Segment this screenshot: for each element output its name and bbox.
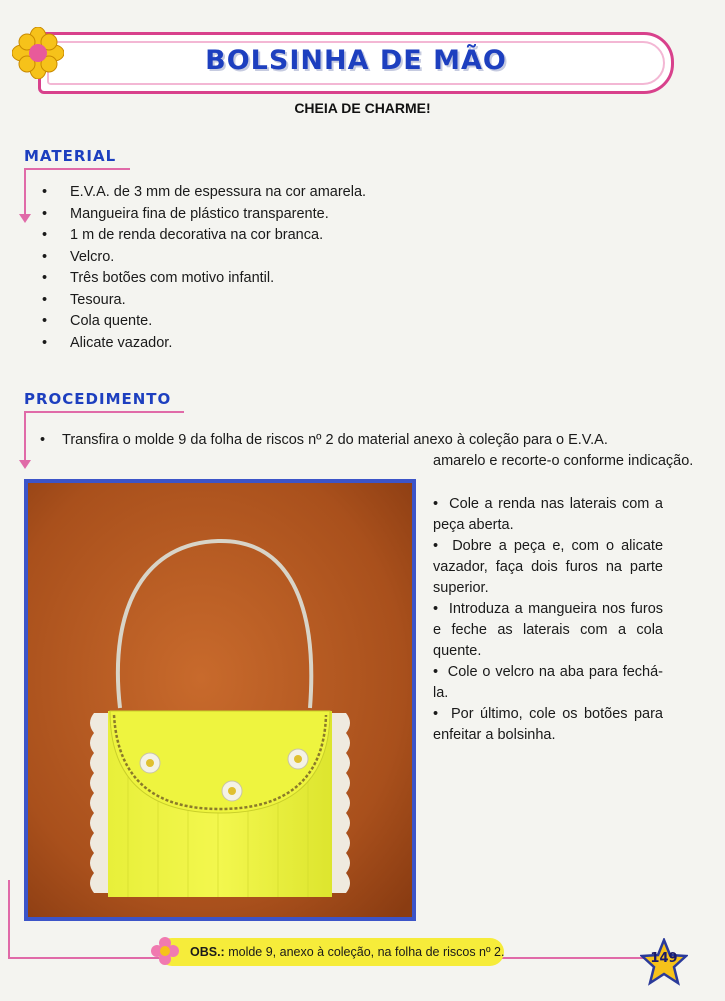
material-list [36, 182, 366, 354]
first-step-line2: amarelo e recorte-o conforme indicação. [433, 453, 694, 469]
title-banner [38, 32, 674, 94]
obs-label: OBS.: [190, 945, 225, 959]
list-item: • 1 m de renda decorativa na cor branca. [36, 225, 366, 247]
procedure-step: • Dobre a peça e, com o alicate vazador, faça dois furos na parte superior. [433, 538, 664, 596]
list-item: • Alicate vazador. [36, 333, 366, 355]
procedure-step: • Por último, cole os botões para enfeitar a bolsinha. [433, 706, 663, 743]
subtitle: CHEIA DE CHARME! [294, 100, 431, 116]
list-item: • Cola quente. [36, 311, 366, 333]
footer-left-rule [8, 880, 10, 958]
procedimento-arrow-icon [19, 460, 31, 469]
procedimento-vline [24, 411, 26, 461]
page-number: 149 [650, 951, 678, 966]
procedimento-rule [24, 411, 184, 413]
material-arrow-icon [19, 214, 31, 223]
material-heading: MATERIAL [24, 147, 117, 165]
photo-frame [24, 479, 416, 921]
first-step-line1: Transfira o molde 9 da folha de riscos nº 2 do material anexo à coleção para o E.V.A. [62, 432, 608, 448]
page-title: BOLSINHA DE MÃO [205, 45, 507, 76]
handbag-photo [28, 483, 412, 917]
list-item: • Velcro. [36, 247, 366, 269]
procedimento-heading: PROCEDIMENTO [24, 390, 172, 408]
flower-icon [12, 27, 64, 79]
obs-text: molde 9, anexo à coleção, na folha de riscos nº 2. [224, 945, 505, 959]
procedure-step: • Introduza a mangueira nos furos e feche as laterais com a cola quente. [433, 601, 664, 659]
obs-note [158, 938, 504, 966]
procedure-step: • Cole o velcro na aba para fechá-la. [433, 664, 663, 701]
material-rule [24, 168, 130, 170]
material-vline [24, 168, 26, 216]
list-item: • Três botões com motivo infantil. [36, 268, 366, 290]
bullet: • [40, 432, 46, 448]
procedure-steps [433, 494, 663, 746]
list-item: • Tesoura. [36, 290, 366, 312]
list-item: • Mangueira fina de plástico transparente. [36, 204, 366, 226]
list-item: • E.V.A. de 3 mm de espessura na cor amarela. [36, 182, 366, 204]
procedure-step: • Cole a renda nas laterais com a peça aberta. [433, 496, 663, 533]
small-flower-icon [150, 936, 180, 966]
